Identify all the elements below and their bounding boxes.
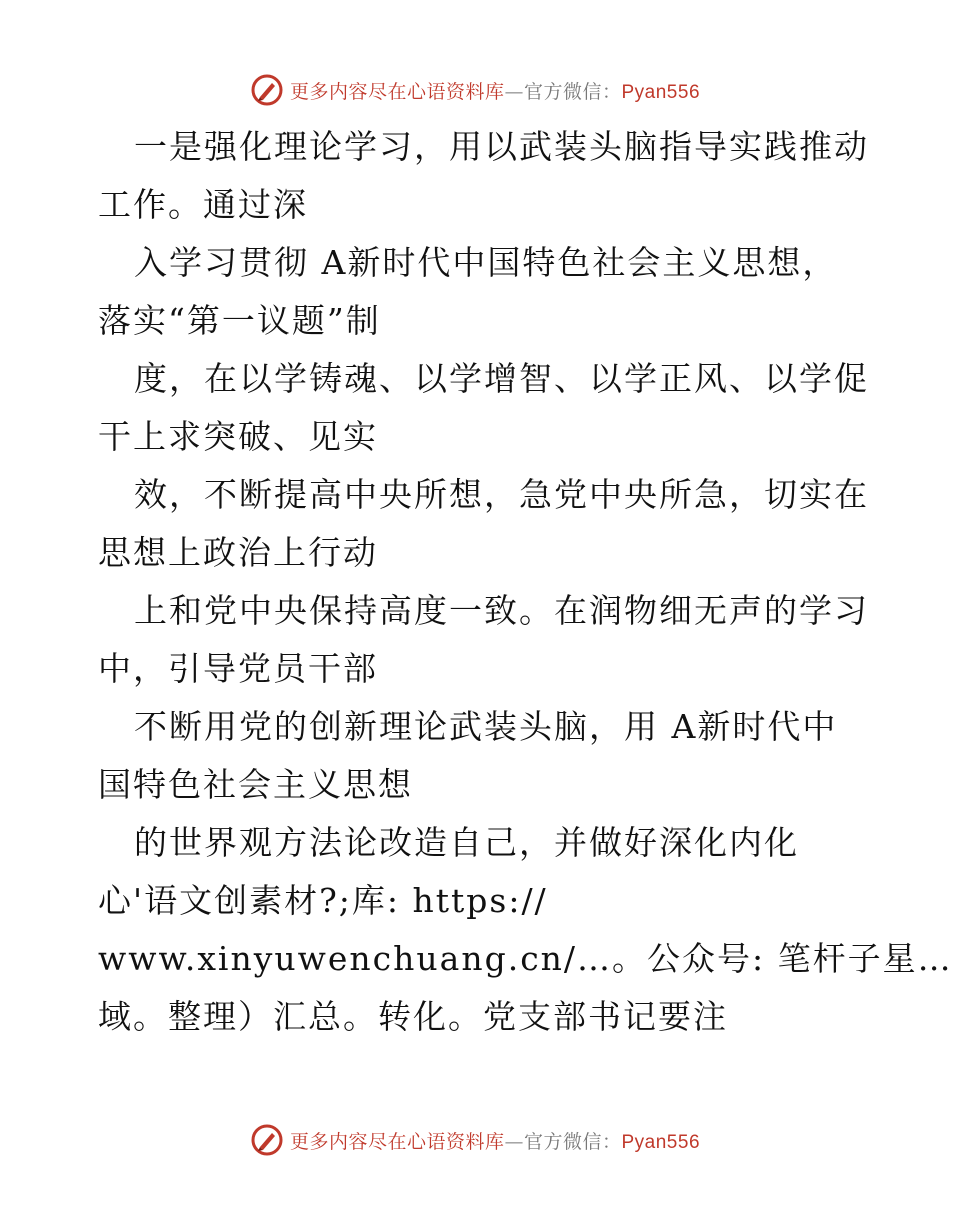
document-body	[98, 118, 953, 1046]
body-line: 不断用党的创新理论武装头脑，用 A新时代中	[134, 707, 838, 746]
body-line: 入学习贯彻 A新时代中国特色社会主义思想，	[134, 243, 838, 282]
body-line: 上和党中央保持高度一致。在润物细无声的学习	[134, 591, 869, 630]
body-line: 域。整理）汇总。转化。党支部书记要注	[98, 997, 728, 1036]
footer-watermark	[0, 1120, 950, 1160]
body-line: 度，在以学铸魂、以学增智、以学正风、以学促	[134, 359, 869, 398]
body-line: 思想上政治上行动	[98, 533, 378, 572]
body-line: 干上求突破、见实	[98, 417, 378, 456]
body-line: 国特色社会主义思想	[98, 765, 413, 804]
body-line: 落实“第一议题”制	[98, 301, 381, 340]
body-line: 心'语文创素材?;库: https://	[98, 881, 548, 920]
pen-logo-icon	[250, 1123, 284, 1157]
watermark-label: 官方微信：	[523, 1130, 622, 1153]
header-watermark	[0, 70, 950, 110]
watermark-site: 更多内容尽在心语资料库	[289, 1130, 505, 1153]
body-line: 工作。通过深	[98, 185, 308, 224]
watermark-dash: —	[504, 80, 524, 103]
body-line: 效，不断提高中央所想，急党中央所急，切实在	[134, 475, 869, 514]
body-line: 中，引导党员干部	[98, 649, 378, 688]
watermark-label: 官方微信：	[523, 80, 622, 103]
watermark-dash: —	[504, 1130, 524, 1153]
pen-logo-icon	[250, 73, 284, 107]
body-line: 一是强化理论学习，用以武装头脑指导实践推动	[134, 127, 869, 166]
body-line: www.xinyuwenchuang.cn/…。公众号: 笔杆子星…	[98, 939, 953, 978]
watermark-wechat-id: Pyan556	[621, 1131, 701, 1153]
body-line: 的世界观方法论改造自己，并做好深化内化	[134, 823, 799, 862]
watermark-site: 更多内容尽在心语资料库	[289, 80, 505, 103]
watermark-wechat-id: Pyan556	[621, 81, 701, 103]
